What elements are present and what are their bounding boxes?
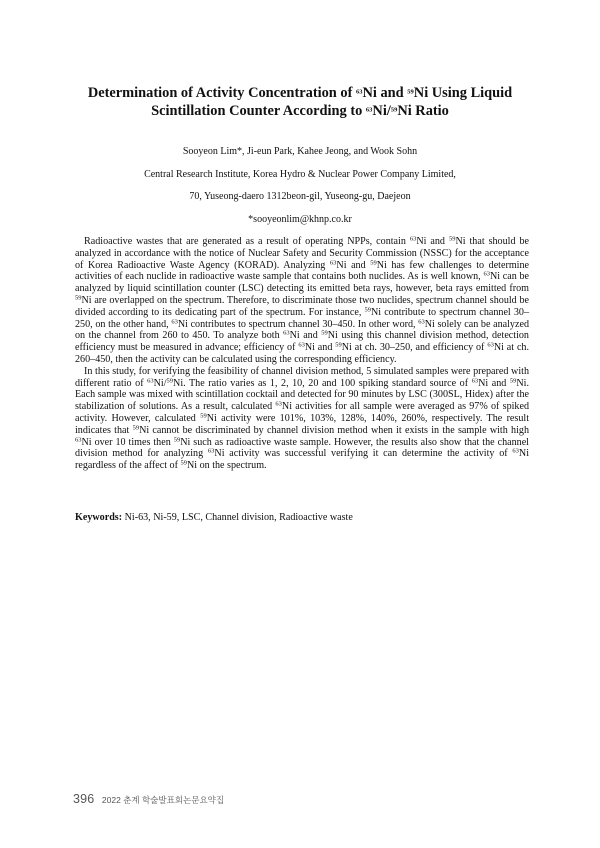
text-run: Ni over 10 times then [81, 436, 174, 448]
abstract-paragraph-2 [75, 366, 529, 472]
mass-number-superscript: 63 [356, 88, 363, 96]
text-run: Ni Ratio [397, 103, 449, 119]
mass-number-superscript: 63 [329, 259, 337, 267]
text-run: Ni and [289, 330, 322, 342]
text-run: Determination of Activity Concentration of [87, 85, 356, 101]
text-run: Radioactive wastes that are generated as a result of operating NPPs, contain [84, 236, 410, 247]
mass-number-superscript: 63 [147, 377, 154, 385]
text-run: Ni. The ratio varies as 1, 2, 10, 20 and 100 spiking standard source of [173, 377, 472, 389]
page-number: 396 [73, 792, 95, 806]
text-run: Ni contribute to spectrum channel 30–250, on the other hand, [75, 306, 529, 330]
text-run: Ni activity was successful verifying it can determine the activity of [214, 448, 513, 460]
text-run: Ni and [362, 85, 408, 101]
mass-number-superscript: 59 [166, 377, 174, 385]
text-run: Ni and [416, 236, 449, 247]
text-run: Ni activity were 101%, 103%, 128%, 140%, 260%, respectively. The result indicates that [75, 412, 529, 436]
mass-number-superscript: 63 [471, 377, 479, 385]
mass-number-superscript: 63 [171, 318, 178, 326]
text-run: Ni and [336, 259, 371, 271]
page-footer [73, 790, 224, 808]
text-run: Ni and [478, 377, 510, 389]
mass-number-superscript: 59 [407, 88, 414, 96]
mass-number-superscript: 59 [335, 341, 342, 349]
text-run: Ni/ [153, 377, 167, 389]
mass-number-superscript: 59 [173, 436, 181, 444]
conference-name: 2022 춘계 학술발표회논문요약집 [101, 795, 225, 805]
mass-number-superscript: 63 [409, 235, 417, 243]
text-run: Ni can be analyzed by liquid scintillation counter (LSC) detecting its emitted beta rays, however, beta rays emitted from [75, 271, 529, 295]
mass-number-superscript: 59 [390, 106, 398, 114]
affiliation-line-1: Central Research Institute, Korea Hydro & Nuclear Power Company Limited, [144, 168, 456, 180]
mass-number-superscript: 63 [75, 436, 82, 444]
corresponding-email: *sooyeonlim@khnp.co.kr [248, 213, 352, 225]
title-line-1 [80, 84, 520, 102]
text-run: Ni that should be analyzed in accordance with the notice of Nuclear Safety and Security Commission (NSSC) for the acceptance of Korea Radioactive Waste Agency (KORAD). Analyzing [75, 236, 529, 271]
text-run: Ni are overlapped on the spectrum. Therefore, to discriminate those two nuclides, spectrum channel should be divided according to its dedicating part of the spectrum. For instance, [75, 294, 529, 318]
text-run: Ni cannot be discriminated by channel division method when it exists in the sample with high [139, 424, 529, 436]
mass-number-superscript: 59 [180, 459, 187, 467]
text-run: Ni on the spectrum. [186, 460, 267, 472]
mass-number-superscript: 63 [418, 318, 425, 326]
paper-title [80, 84, 520, 120]
mass-number-superscript: 59 [370, 259, 377, 267]
mass-number-superscript: 63 [275, 400, 282, 408]
keywords-text: Ni-63, Ni-59, LSC, Channel division, Radioactive waste [122, 512, 353, 523]
text-run: Ni solely can be analyzed on the channel from 260 to 450. To analyze both [75, 318, 529, 342]
abstract-paragraph-1 [75, 236, 529, 366]
mass-number-superscript: 63 [298, 341, 305, 349]
mass-number-superscript: 59 [509, 377, 517, 385]
text-run: Ni activities for all sample were averaged as 97% of spiked activity. However, calculated [75, 401, 529, 424]
text-run: Ni. Each sample was mixed with scintillation cocktail and detected for 90 minutes by LSC (300SL, Hidex) after the stabilization of solutions. As a result, calculated [75, 377, 529, 413]
mass-number-superscript: 59 [364, 306, 371, 314]
mass-number-superscript: 63 [365, 106, 373, 114]
mass-number-superscript: 59 [448, 235, 456, 243]
author-names: Sooyeon Lim*, Ji-eun Park, Kahee Jeong, and Wook Sohn [182, 146, 418, 157]
mass-number-superscript: 59 [132, 424, 140, 432]
keywords-label: Keywords: [75, 512, 123, 523]
text-run: Ni at ch. 30–250, and efficiency of [341, 342, 488, 354]
mass-number-superscript: 63 [207, 447, 215, 455]
title-line-2 [80, 102, 520, 120]
mass-number-superscript: 59 [75, 294, 82, 302]
mass-number-superscript: 63 [512, 447, 519, 455]
abstract-body [75, 236, 529, 472]
text-run: Ni regardless of the affect of [75, 448, 530, 472]
text-run: Scintillation Counter According to [151, 103, 366, 119]
text-run: Ni/ [372, 103, 391, 119]
text-run: In this study, for verifying the feasibility of channel division method, 5 simulated samples were prepared with different ratio of [75, 365, 529, 389]
mass-number-superscript: 63 [487, 341, 494, 349]
mass-number-superscript: 63 [483, 270, 490, 278]
text-run: Ni using this channel division method, detection efficiency must be measured in advance; efficiency of [75, 330, 529, 354]
mass-number-superscript: 59 [200, 412, 207, 420]
affiliation-line-2: 70, Yuseong-daero 1312beon-gil, Yuseong-gu, Daejeon [189, 191, 411, 202]
author-block [60, 141, 540, 231]
text-run: Ni Using Liquid [413, 85, 513, 101]
text-run: Ni such as radioactive waste sample. However, the results also show that the channel division method for analyzing [75, 436, 529, 460]
text-run: Ni at ch. 260–450, then the activity can be calculated using the corresponding efficiency. [75, 342, 530, 365]
text-run: Ni and [304, 342, 336, 354]
mass-number-superscript: 59 [321, 329, 328, 337]
mass-number-superscript: 63 [283, 329, 290, 337]
text-run: Ni contributes to spectrum channel 30–450. In other word, [177, 318, 419, 330]
keywords-line [75, 512, 529, 524]
text-run: Ni has few challenges to determine activities of each nuclide in radioactive waste sample that contains both nuclides. As is well known, [75, 259, 529, 283]
